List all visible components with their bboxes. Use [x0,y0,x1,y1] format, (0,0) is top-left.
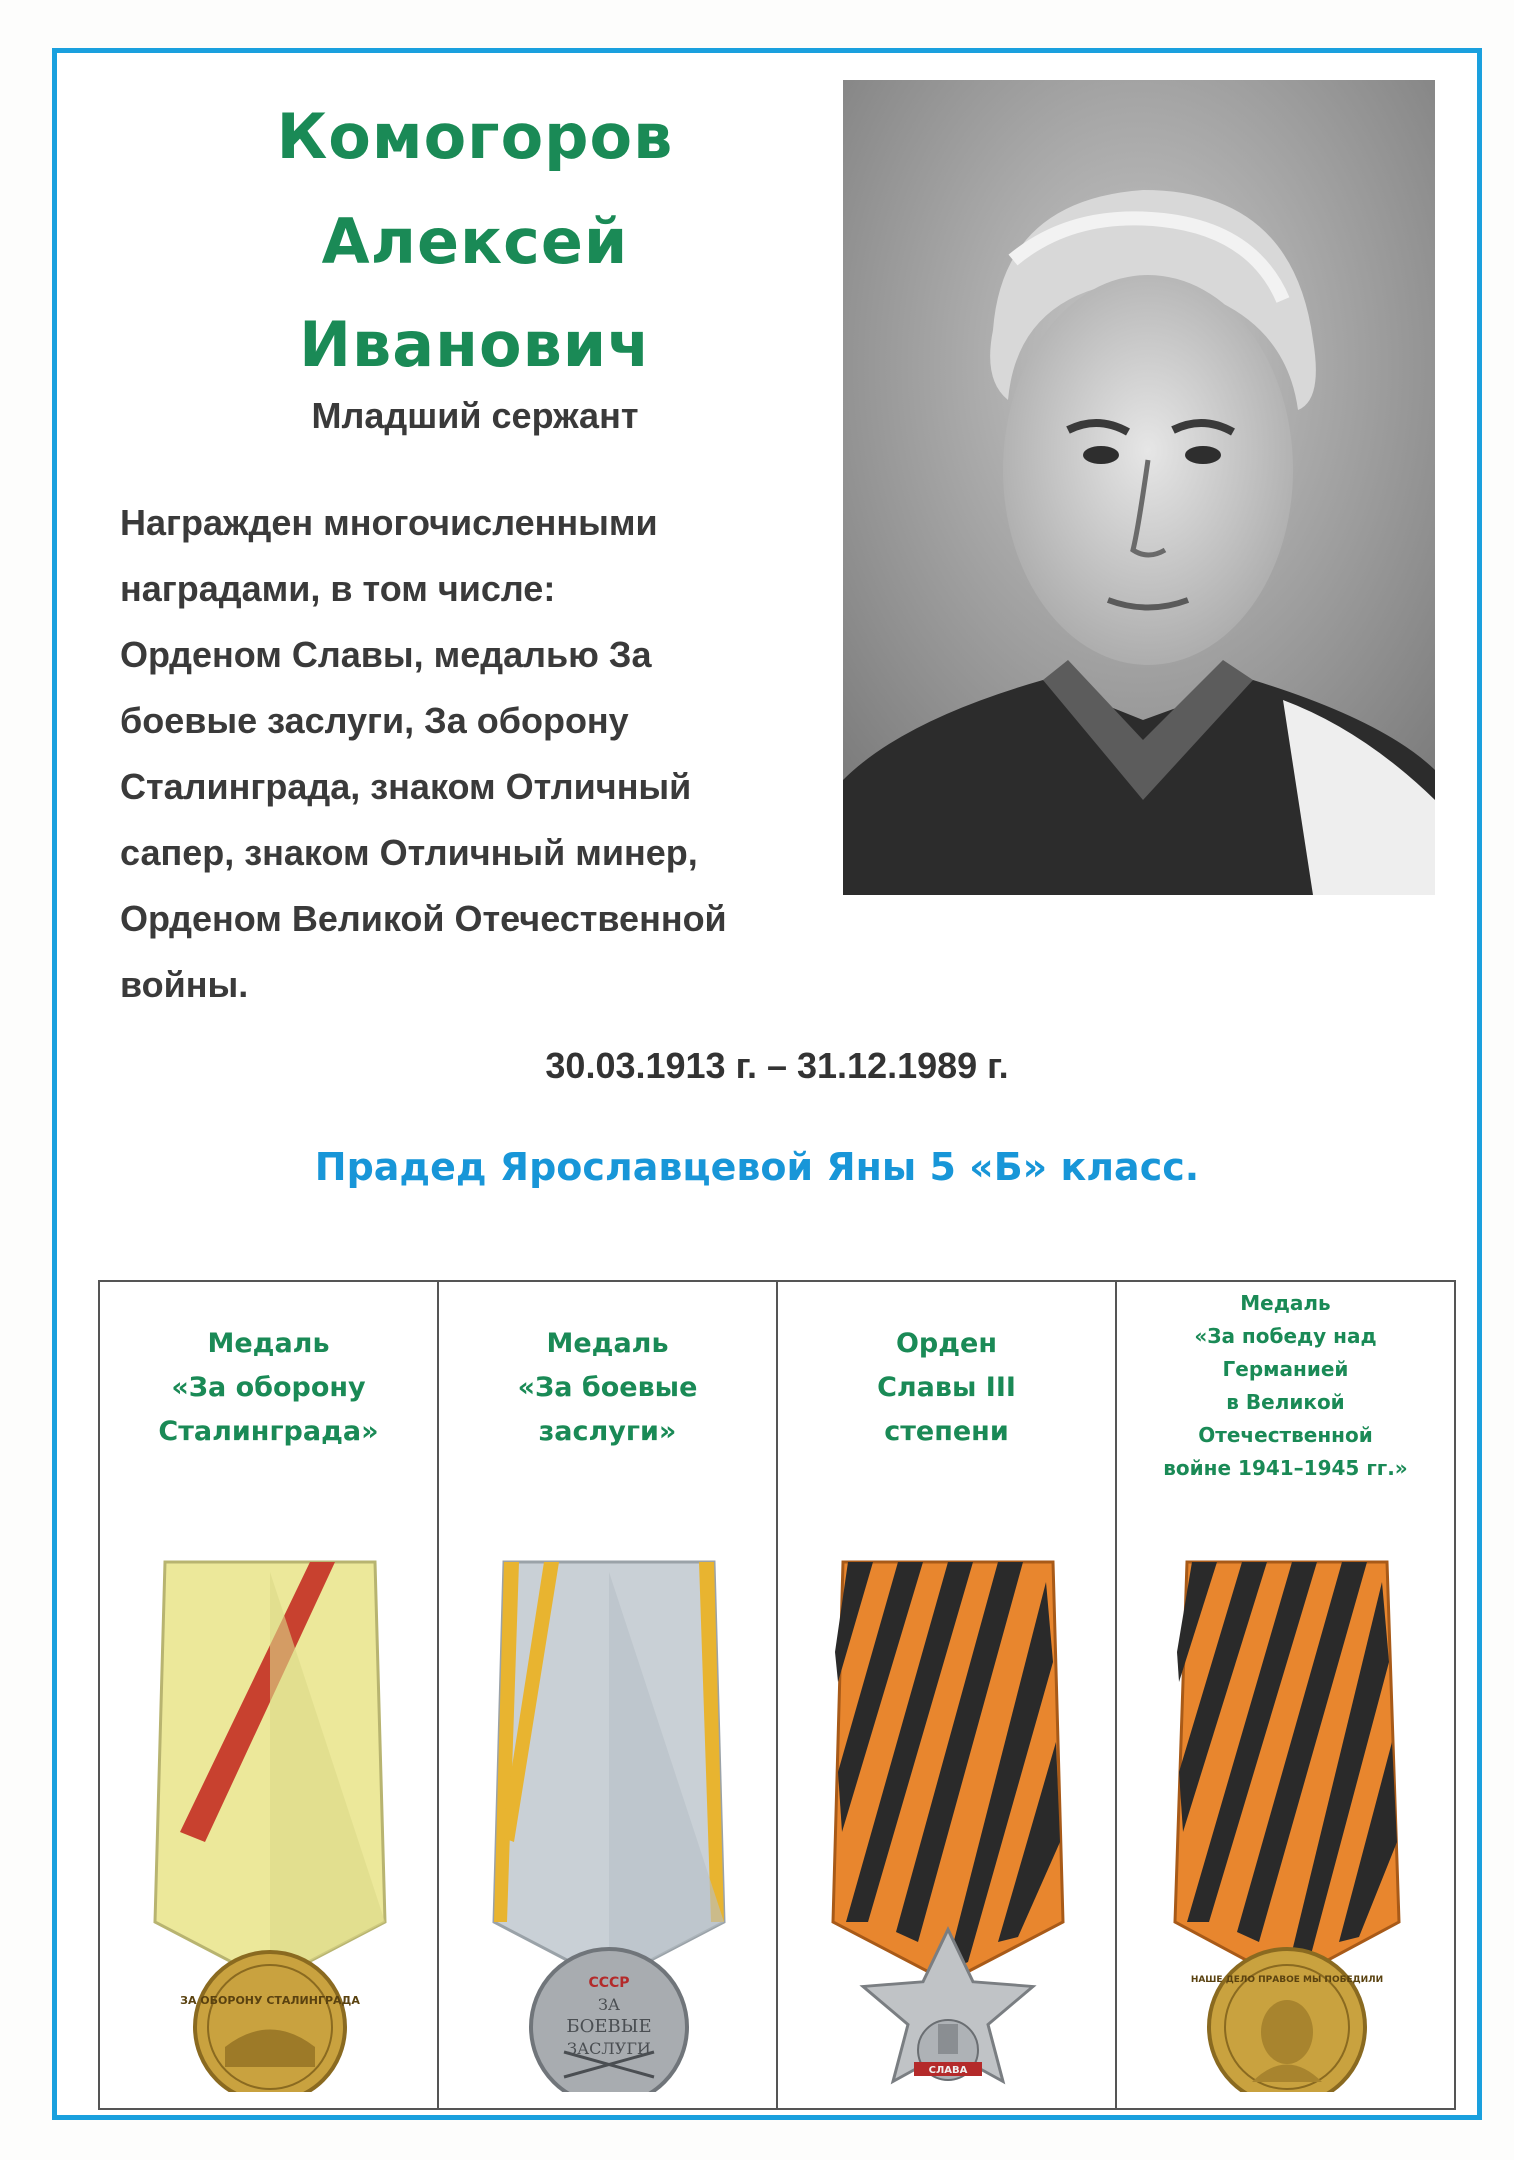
bio-line: Орденом Славы, медалью За [120,634,652,675]
medal-inscription: СССР [588,1975,630,1991]
caption-line: заслуги» [538,1416,677,1447]
portrait-illustration [843,80,1435,895]
awards-table [98,1280,1456,2110]
medal-inscription: НАШЕ ДЕЛО ПРАВОЕ МЫ ПОБЕДИЛИ [1190,1975,1384,1985]
bio-line: Сталинграда, знаком Отличный [120,766,692,807]
order-of-glory-icon [788,1542,1108,2092]
bio-line: Орденом Великой Отечественной [120,898,727,939]
award-caption [100,1322,437,1454]
caption-line: в Великой [1226,1390,1345,1414]
caption-line: Медаль [207,1328,330,1359]
caption-line: Славы III [877,1372,1016,1403]
medal-inscription: БОЕВЫЕ [566,2016,652,2037]
bio-line: войны. [120,964,249,1005]
portrait-photo [843,80,1435,895]
award-cell-victory [1117,1282,1454,2108]
combat-merit-medal-icon [449,1542,769,2092]
caption-line: «За боевые [517,1372,698,1403]
life-dates: 30.03.1913 г. – 31.12.1989 г. [545,1045,1009,1086]
caption-line: Сталинграда» [158,1416,379,1447]
military-rank: Младший сержант [311,395,639,436]
medal-inscription: ЗА ОБОРОНУ СТАЛИНГРАДА [180,1994,360,2007]
medal-inscription: ЗА [597,1995,621,2014]
bio-line: наградами, в том числе: [120,568,556,609]
award-caption [439,1322,776,1454]
medal-inscription: ЗАСЛУГИ [567,2039,651,2058]
first-name: Алексей [321,205,629,278]
biography-text [120,490,840,1018]
bio-line: сапер, знаком Отличный минер, [120,832,698,873]
medal-inscription: СЛАВА [928,2065,968,2076]
award-cell-glory [778,1282,1117,2108]
stalingrad-medal-icon [110,1542,430,2092]
caption-line: Орден [895,1328,998,1359]
award-caption [778,1322,1115,1454]
caption-line: Медаль [546,1328,669,1359]
caption-line: «За победу над [1194,1324,1377,1348]
award-cell-stalingrad [100,1282,439,2108]
caption-line: Германией [1222,1357,1349,1381]
bio-line: боевые заслуги, За оборону [120,700,629,741]
victory-medal-icon [1127,1542,1447,2092]
caption-line: «За оборону [171,1372,366,1403]
surname: Комогоров [276,100,674,173]
caption-line: войне 1941–1945 гг.» [1163,1456,1408,1480]
award-cell-combat [439,1282,778,2108]
caption-line: степени [884,1416,1009,1447]
award-caption [1117,1287,1454,1485]
patronymic: Иванович [299,308,651,381]
caption-line: Отечественной [1198,1423,1373,1447]
bio-line: Награжден многочисленными [120,502,658,543]
relationship-caption: Прадед Ярославцевой Яны 5 «Б» класс. [314,1145,1200,1189]
caption-line: Медаль [1240,1291,1331,1315]
